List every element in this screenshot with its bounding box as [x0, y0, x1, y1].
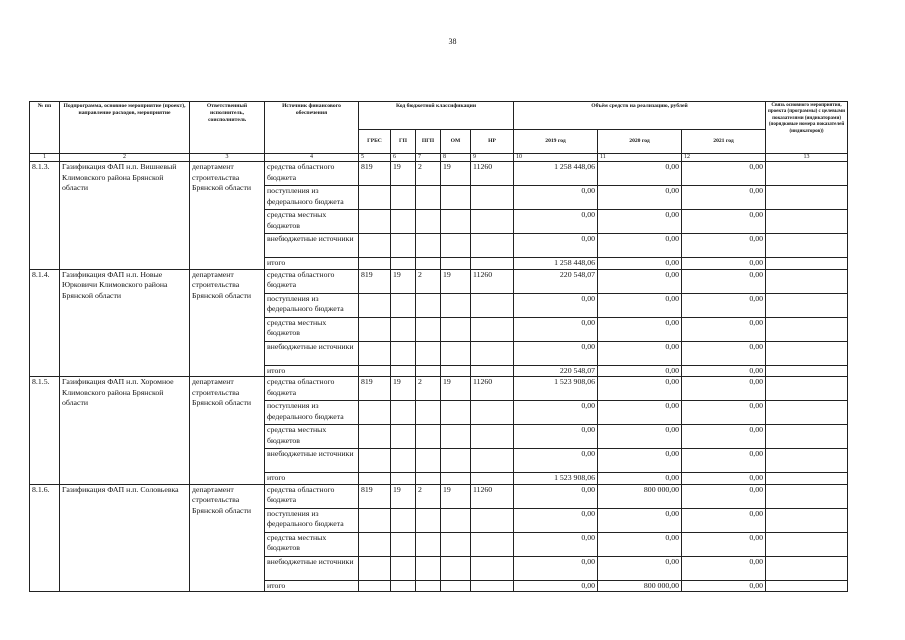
code-grbs — [359, 449, 391, 473]
indicator-cell — [766, 365, 848, 377]
amount-2019: 0,00 — [514, 425, 598, 449]
amount-2021: 0,00 — [682, 269, 766, 293]
source-label: поступления из федерального бюджета — [265, 186, 359, 210]
amount-2020: 0,00 — [598, 532, 682, 556]
code-grbs — [359, 258, 391, 270]
code-om: 19 — [441, 377, 471, 401]
amount-2020: 0,00 — [598, 341, 682, 365]
amount-2021: 0,00 — [682, 186, 766, 210]
code-nr — [471, 473, 514, 485]
column-number: 8 — [441, 154, 471, 162]
amount-2020: 0,00 — [598, 186, 682, 210]
code-pgp — [416, 234, 441, 258]
amount-2019: 1 258 448,06 — [514, 162, 598, 186]
code-nr: 11260 — [471, 484, 514, 508]
code-gp — [391, 210, 416, 234]
code-om — [441, 210, 471, 234]
indicator-cell — [766, 210, 848, 234]
code-gp — [391, 401, 416, 425]
code-nr — [471, 234, 514, 258]
column-number: 12 — [682, 154, 766, 162]
amount-2021: 0,00 — [682, 473, 766, 485]
code-gp — [391, 508, 416, 532]
amount-2021: 0,00 — [682, 365, 766, 377]
indicator-cell — [766, 317, 848, 341]
code-grbs — [359, 532, 391, 556]
code-pgp — [416, 365, 441, 377]
amount-2019: 1 258 448,06 — [514, 258, 598, 270]
amount-2021: 0,00 — [682, 162, 766, 186]
code-pgp — [416, 258, 441, 270]
item-executor: департамент строительства Брянской области — [190, 269, 265, 377]
code-om — [441, 234, 471, 258]
code-gp — [391, 580, 416, 592]
amount-2021: 0,00 — [682, 317, 766, 341]
code-gp — [391, 532, 416, 556]
header-num: № пп — [30, 102, 60, 154]
source-label: поступления из федерального бюджета — [265, 508, 359, 532]
code-nr — [471, 401, 514, 425]
amount-2021: 0,00 — [682, 293, 766, 317]
code-om — [441, 580, 471, 592]
code-grbs — [359, 401, 391, 425]
code-om — [441, 425, 471, 449]
indicator-cell — [766, 484, 848, 508]
item-name: Газификация ФАП н.п. Вишневый Климовского района Брянской области — [60, 162, 190, 270]
amount-2019: 0,00 — [514, 210, 598, 234]
amount-2020: 0,00 — [598, 258, 682, 270]
amount-2019: 0,00 — [514, 449, 598, 473]
code-pgp: 2 — [416, 484, 441, 508]
code-om: 19 — [441, 162, 471, 186]
code-nr: 11260 — [471, 269, 514, 293]
indicator-cell — [766, 425, 848, 449]
code-om — [441, 341, 471, 365]
code-om — [441, 449, 471, 473]
amount-2019: 0,00 — [514, 317, 598, 341]
code-om — [441, 317, 471, 341]
code-gp — [391, 234, 416, 258]
amount-2019: 0,00 — [514, 234, 598, 258]
source-label: итого — [265, 473, 359, 485]
code-gp — [391, 186, 416, 210]
code-gp — [391, 473, 416, 485]
code-nr — [471, 508, 514, 532]
code-om — [441, 186, 471, 210]
code-om — [441, 258, 471, 270]
code-nr — [471, 365, 514, 377]
amount-2020: 800 000,00 — [598, 580, 682, 592]
amount-2019: 0,00 — [514, 341, 598, 365]
code-pgp — [416, 580, 441, 592]
amount-2020: 0,00 — [598, 317, 682, 341]
indicator-cell — [766, 162, 848, 186]
indicator-cell — [766, 341, 848, 365]
indicator-cell — [766, 293, 848, 317]
code-pgp — [416, 425, 441, 449]
amount-2020: 0,00 — [598, 365, 682, 377]
code-nr: 11260 — [471, 162, 514, 186]
code-om — [441, 556, 471, 580]
code-gp: 19 — [391, 269, 416, 293]
code-gp — [391, 317, 416, 341]
indicator-cell — [766, 508, 848, 532]
source-label: поступления из федерального бюджета — [265, 401, 359, 425]
amount-2021: 0,00 — [682, 341, 766, 365]
source-label: внебюджетные источники — [265, 556, 359, 580]
source-label: средства областного бюджета — [265, 162, 359, 186]
budget-table — [29, 101, 848, 592]
amount-2019: 0,00 — [514, 293, 598, 317]
column-number: 5 — [359, 154, 391, 162]
amount-2020: 0,00 — [598, 269, 682, 293]
code-grbs — [359, 341, 391, 365]
amount-2020: 0,00 — [598, 401, 682, 425]
item-number: 8.1.3. — [30, 162, 60, 270]
column-number: 13 — [766, 154, 848, 162]
column-number: 1 — [30, 154, 60, 162]
header-nr: НР — [471, 130, 514, 154]
source-label: внебюджетные источники — [265, 234, 359, 258]
source-label: средства местных бюджетов — [265, 425, 359, 449]
code-grbs — [359, 473, 391, 485]
amount-2019: 1 523 908,06 — [514, 473, 598, 485]
code-grbs — [359, 210, 391, 234]
code-gp — [391, 258, 416, 270]
item-number: 8.1.4. — [30, 269, 60, 377]
amount-2020: 0,00 — [598, 556, 682, 580]
amount-2021: 0,00 — [682, 449, 766, 473]
code-nr — [471, 580, 514, 592]
code-om — [441, 293, 471, 317]
table-row — [30, 269, 848, 293]
code-pgp — [416, 210, 441, 234]
header-indicators: Связь основного мероприятия, проекта (программы) с целевыми показателями (индикаторами) (порядковые номера показателей (индикаторов)) — [766, 102, 848, 154]
amount-2021: 0,00 — [682, 377, 766, 401]
amount-2021: 0,00 — [682, 401, 766, 425]
header-budget-code: Код бюджетной классификации — [359, 102, 514, 130]
code-pgp — [416, 293, 441, 317]
amount-2020: 0,00 — [598, 473, 682, 485]
code-nr — [471, 210, 514, 234]
source-label: средства местных бюджетов — [265, 317, 359, 341]
column-number: 4 — [265, 154, 359, 162]
code-gp — [391, 556, 416, 580]
amount-2021: 0,00 — [682, 508, 766, 532]
source-label: итого — [265, 365, 359, 377]
item-number: 8.1.6. — [30, 484, 60, 592]
code-nr — [471, 186, 514, 210]
code-nr — [471, 317, 514, 341]
indicator-cell — [766, 269, 848, 293]
code-pgp — [416, 449, 441, 473]
amount-2020: 0,00 — [598, 293, 682, 317]
source-label: средства областного бюджета — [265, 377, 359, 401]
amount-2021: 0,00 — [682, 234, 766, 258]
header-2020: 2020 год — [598, 130, 682, 154]
code-pgp: 2 — [416, 162, 441, 186]
amount-2020: 0,00 — [598, 162, 682, 186]
code-pgp — [416, 532, 441, 556]
source-label: средства областного бюджета — [265, 484, 359, 508]
indicator-cell — [766, 580, 848, 592]
code-pgp — [416, 508, 441, 532]
amount-2019: 220 548,07 — [514, 269, 598, 293]
amount-2020: 0,00 — [598, 449, 682, 473]
code-gp: 19 — [391, 484, 416, 508]
source-label: средства местных бюджетов — [265, 532, 359, 556]
amount-2019: 220 548,07 — [514, 365, 598, 377]
item-name: Газификация ФАП н.п. Соловьевка — [60, 484, 190, 592]
code-nr — [471, 556, 514, 580]
code-grbs — [359, 580, 391, 592]
amount-2019: 0,00 — [514, 484, 598, 508]
item-name: Газификация ФАП н.п. Хоромное Климовского района Брянской области — [60, 377, 190, 485]
code-om — [441, 508, 471, 532]
code-nr — [471, 532, 514, 556]
amount-2021: 0,00 — [682, 580, 766, 592]
column-number: 3 — [190, 154, 265, 162]
source-label: поступления из федерального бюджета — [265, 293, 359, 317]
header-om: ОМ — [441, 130, 471, 154]
amount-2019: 0,00 — [514, 532, 598, 556]
column-number: 2 — [60, 154, 190, 162]
header-pgp: ПГП — [416, 130, 441, 154]
amount-2021: 0,00 — [682, 258, 766, 270]
code-pgp — [416, 556, 441, 580]
header-amount: Объём средств на реализацию, рублей — [514, 102, 766, 130]
source-label: средства местных бюджетов — [265, 210, 359, 234]
code-grbs: 819 — [359, 377, 391, 401]
amount-2019: 1 523 908,06 — [514, 377, 598, 401]
source-label: внебюджетные источники — [265, 449, 359, 473]
item-name: Газификация ФАП н.п. Новые Юрковичи Климовского района Брянской области — [60, 269, 190, 377]
code-grbs: 819 — [359, 269, 391, 293]
source-label: средства областного бюджета — [265, 269, 359, 293]
header-2019: 2019 год — [514, 130, 598, 154]
code-om: 19 — [441, 484, 471, 508]
code-om — [441, 401, 471, 425]
code-om — [441, 532, 471, 556]
code-grbs — [359, 234, 391, 258]
amount-2020: 0,00 — [598, 425, 682, 449]
code-om — [441, 473, 471, 485]
page-number: 38 — [448, 37, 457, 46]
column-number: 10 — [514, 154, 598, 162]
amount-2019: 0,00 — [514, 401, 598, 425]
column-number: 9 — [471, 154, 514, 162]
code-pgp: 2 — [416, 269, 441, 293]
code-pgp: 2 — [416, 377, 441, 401]
header-grbs: ГРБС — [359, 130, 391, 154]
amount-2019: 0,00 — [514, 556, 598, 580]
code-grbs — [359, 508, 391, 532]
indicator-cell — [766, 258, 848, 270]
column-number: 11 — [598, 154, 682, 162]
amount-2020: 0,00 — [598, 234, 682, 258]
item-executor: департамент строительства Брянской области — [190, 377, 265, 485]
code-nr — [471, 293, 514, 317]
code-grbs — [359, 317, 391, 341]
indicator-cell — [766, 401, 848, 425]
amount-2019: 0,00 — [514, 580, 598, 592]
code-nr — [471, 425, 514, 449]
code-gp — [391, 341, 416, 365]
amount-2019: 0,00 — [514, 508, 598, 532]
amount-2020: 0,00 — [598, 377, 682, 401]
amount-2020: 0,00 — [598, 508, 682, 532]
code-nr: 11260 — [471, 377, 514, 401]
code-grbs: 819 — [359, 484, 391, 508]
amount-2021: 0,00 — [682, 425, 766, 449]
code-grbs — [359, 186, 391, 210]
code-gp: 19 — [391, 377, 416, 401]
code-grbs: 819 — [359, 162, 391, 186]
item-number: 8.1.5. — [30, 377, 60, 485]
code-pgp — [416, 473, 441, 485]
code-om — [441, 365, 471, 377]
amount-2021: 0,00 — [682, 532, 766, 556]
table-row — [30, 377, 848, 401]
code-gp — [391, 293, 416, 317]
code-nr — [471, 449, 514, 473]
code-grbs — [359, 293, 391, 317]
code-gp — [391, 449, 416, 473]
code-grbs — [359, 556, 391, 580]
code-pgp — [416, 341, 441, 365]
indicator-cell — [766, 532, 848, 556]
code-gp — [391, 425, 416, 449]
code-pgp — [416, 186, 441, 210]
code-pgp — [416, 401, 441, 425]
code-grbs — [359, 365, 391, 377]
amount-2021: 0,00 — [682, 484, 766, 508]
amount-2020: 800 000,00 — [598, 484, 682, 508]
amount-2020: 0,00 — [598, 210, 682, 234]
item-executor: департамент строительства Брянской области — [190, 162, 265, 270]
source-label: внебюджетные источники — [265, 341, 359, 365]
amount-2019: 0,00 — [514, 186, 598, 210]
header-program: Подпрограмма, основное мероприятие (проект), направление расходов, мероприятие — [60, 102, 190, 154]
indicator-cell — [766, 473, 848, 485]
source-label: итого — [265, 580, 359, 592]
header-source: Источник финансового обеспечения — [265, 102, 359, 154]
header-2021: 2021 год — [682, 130, 766, 154]
code-grbs — [359, 425, 391, 449]
code-nr — [471, 258, 514, 270]
table-row — [30, 162, 848, 186]
code-gp — [391, 365, 416, 377]
source-label: итого — [265, 258, 359, 270]
item-executor: департамент строительства Брянской области — [190, 484, 265, 592]
table-row — [30, 484, 848, 508]
column-number: 7 — [416, 154, 441, 162]
column-number: 6 — [391, 154, 416, 162]
code-gp: 19 — [391, 162, 416, 186]
header-gp: ГП — [391, 130, 416, 154]
indicator-cell — [766, 377, 848, 401]
amount-2021: 0,00 — [682, 210, 766, 234]
code-pgp — [416, 317, 441, 341]
header-executor: Ответственный исполнитель, соисполнитель — [190, 102, 265, 154]
indicator-cell — [766, 449, 848, 473]
code-nr — [471, 341, 514, 365]
indicator-cell — [766, 556, 848, 580]
code-om: 19 — [441, 269, 471, 293]
amount-2021: 0,00 — [682, 556, 766, 580]
indicator-cell — [766, 234, 848, 258]
indicator-cell — [766, 186, 848, 210]
